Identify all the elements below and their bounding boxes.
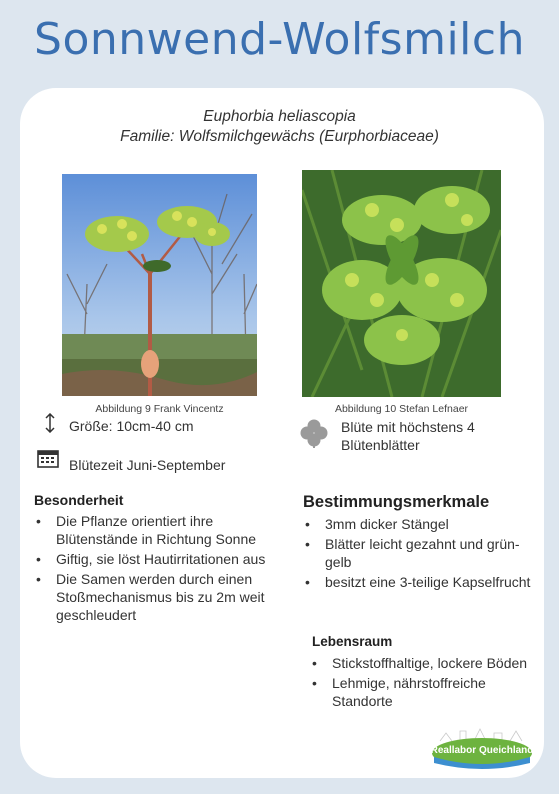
list-item: • Lehmige, nährstoffreiche Standorte: [310, 674, 530, 710]
besonderheit-heading: Besonderheit: [34, 492, 124, 508]
bestimmung-list: [303, 515, 533, 593]
scientific-name-block: [0, 107, 559, 147]
bloom-text: Blütezeit Juni-September: [69, 457, 226, 473]
right-photo-caption: Abbildung 10 Stefan Lefnaer: [334, 403, 469, 415]
logo-text: Reallabor Queichland: [430, 745, 534, 756]
list-item: • Die Samen werden durch einen Stoßmechanismus bis zu 2m weit geschleudert: [34, 570, 274, 624]
list-item: • Stickstoffhaltige, lockere Böden: [310, 654, 530, 672]
reallabor-logo: [430, 727, 534, 771]
species-name: Euphorbia heliascopia: [203, 108, 356, 125]
size-text: Größe: 10cm-40 cm: [69, 418, 194, 434]
list-item: • besitzt eine 3-teilige Kapselfrucht: [303, 573, 533, 591]
lebensraum-heading: Lebensraum: [312, 634, 393, 649]
list-item: • Giftig, sie löst Hautirritationen aus: [34, 550, 274, 568]
list-item: • Blätter leicht gezahnt und grün-gelb: [303, 535, 533, 571]
plant-photo-right: [302, 170, 501, 397]
four-petal-flower-icon: [299, 418, 329, 453]
bestimmung-heading: Bestimmungsmerkmale: [303, 493, 490, 511]
page-title: Sonnwend-Wolfsmilch: [34, 14, 525, 65]
flower-text: Blüte mit höchstens 4 Blütenblätter: [341, 419, 475, 453]
family-name: Familie: Wolfsmilchgewächs (Eurphorbiaceae): [120, 128, 439, 145]
left-photo-caption: Abbildung 9 Frank Vincentz: [95, 403, 224, 415]
vertical-arrow-icon: [44, 413, 56, 438]
list-item: • Die Pflanze orientiert ihre Blütenstände in Richtung Sonne: [34, 512, 274, 548]
lebensraum-list: [310, 654, 530, 712]
calendar-icon: [37, 448, 59, 473]
besonderheit-list: [34, 512, 274, 626]
plant-photo-left: [62, 174, 257, 396]
list-item: • 3mm dicker Stängel: [303, 515, 533, 533]
